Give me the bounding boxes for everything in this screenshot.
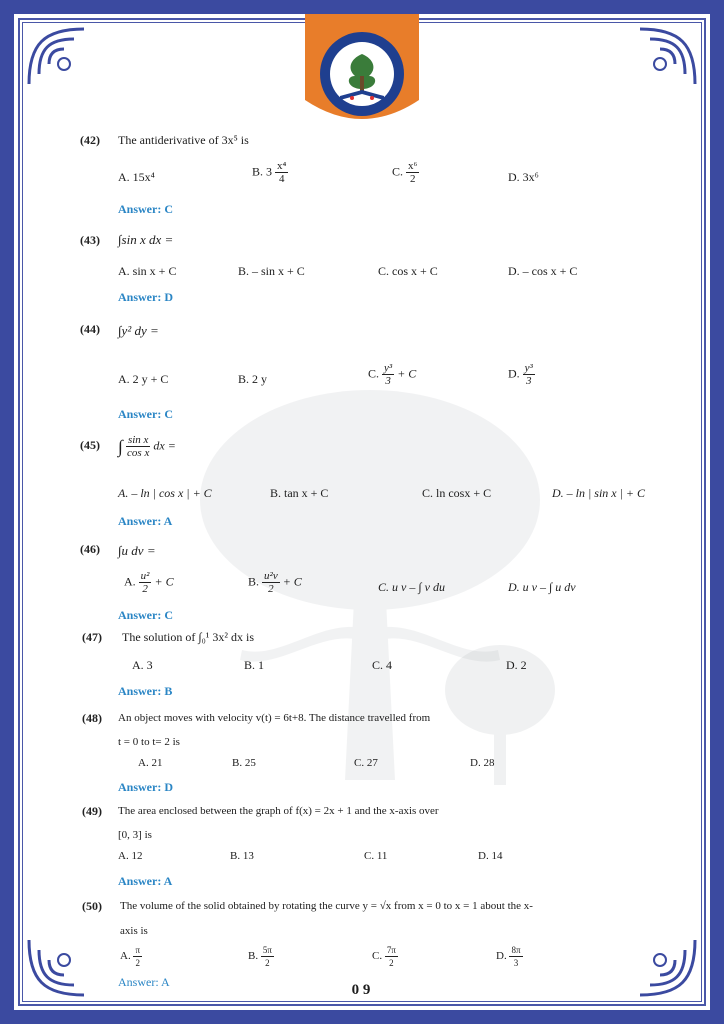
- question-text: The solution of ∫₀¹ 3x² dx is: [122, 630, 254, 644]
- option-a: A. 21: [138, 757, 163, 769]
- fraction: $\frac{8\pi}{3}$: [511, 945, 521, 968]
- question-text: ∫sin x dx =: [118, 232, 174, 247]
- option-a: A. 3: [132, 658, 153, 672]
- option-a: A. 15x⁴: [118, 170, 155, 184]
- option-a: A. 12: [118, 850, 143, 862]
- option-a: A. $\frac{\text{u²}}{2}$ + C: [124, 570, 174, 595]
- option-b: B. 3 $\frac{\text{x⁴}}{4}$: [252, 160, 287, 185]
- option-d: D. 28: [470, 757, 495, 769]
- option-d: D. 3x⁶: [508, 170, 539, 184]
- option-a: A. $\frac{\pi}{2}$: [120, 945, 140, 968]
- option-b: B. 13: [230, 850, 254, 862]
- question-text-line2: t = 0 to t= 2 is: [118, 736, 180, 748]
- option-c: C. 4: [372, 658, 393, 672]
- answer: Answer: B: [118, 684, 173, 698]
- option-c: C. 27: [354, 757, 378, 769]
- option-c: C. ln cosx + C: [422, 486, 492, 500]
- ministry-logo: [305, 14, 419, 134]
- option-c: C. $\frac{\text{x⁶}}{2}$: [392, 160, 418, 185]
- question-text: An object moves with velocity v(t) = 6t+8. The distance travelled from: [118, 712, 431, 724]
- option-a: A. sin x + C: [118, 264, 177, 278]
- question-number: (44): [80, 322, 100, 336]
- option-d: D. 2: [506, 658, 527, 672]
- question-text: The volume of the solid obtained by rotating the curve y = √x from x = 0 to x = 1 about the x-: [120, 900, 533, 912]
- answer: Answer: C: [118, 407, 173, 421]
- option-c: C. $\frac{7\pi}{2}$: [372, 945, 396, 968]
- option-b: B. tan x + C: [270, 486, 329, 500]
- fraction: $\frac{7\pi}{2}$: [386, 945, 396, 968]
- option-d: D. 14: [478, 850, 503, 862]
- question-text-line2: axis is: [120, 925, 148, 937]
- fraction: $\frac{\text{x⁶}}{2}$: [408, 160, 418, 185]
- option-d: D. u v – ∫ u dv: [508, 580, 576, 594]
- fraction: $\frac{\text{y³}}{3}$: [524, 362, 533, 387]
- answer: Answer: A: [118, 514, 173, 528]
- corner-ornament-icon: [630, 24, 700, 94]
- fraction: $\frac{\text{u²}}{2}$: [140, 570, 150, 595]
- question-text: The antiderivative of 3x⁵ is: [118, 133, 249, 147]
- question-number: (47): [82, 630, 102, 644]
- corner-ornament-icon: [24, 24, 94, 94]
- small-tree-watermark-icon: [440, 640, 560, 790]
- fraction: $\frac{\pi}{2}$: [135, 945, 140, 968]
- option-c: C. u v – ∫ v du: [378, 580, 445, 594]
- fraction: $\frac{\text{u²v}}{2}$: [264, 570, 278, 595]
- question-number: (48): [82, 711, 102, 725]
- question-number: (46): [80, 542, 100, 556]
- question-text: ∫u dv =: [118, 543, 156, 558]
- option-b: B. $\frac{\text{u²v}}{2}$ + C: [248, 570, 302, 595]
- question-number: (45): [80, 438, 100, 452]
- integral-sign: ∫: [118, 436, 123, 457]
- option-c: C. $\frac{\text{y³}}{3}$ + C: [368, 362, 417, 387]
- fraction: $\frac{\text{x⁴}}{4}$: [277, 160, 287, 185]
- option-b: B. $\frac{5\pi}{2}$: [248, 945, 272, 968]
- question-number: (50): [82, 899, 102, 913]
- corner-ornament-icon: [630, 930, 700, 1000]
- answer: Answer: A: [118, 874, 173, 888]
- page-number: 0 9: [351, 982, 371, 998]
- question-number: (49): [82, 804, 102, 818]
- option-a: A. 2 y + C: [118, 372, 169, 386]
- answer: Answer: A: [118, 975, 170, 989]
- option-d: D. $\frac{8\pi}{3}$: [496, 945, 521, 968]
- option-c: C. cos x + C: [378, 264, 438, 278]
- option-a: A. – ln | cos x | + C: [118, 486, 212, 500]
- option-d: D. $\frac{\text{y³}}{3}$: [508, 362, 533, 387]
- question-number: (43): [80, 233, 100, 247]
- corner-ornament-icon: [24, 930, 94, 1000]
- answer: Answer: C: [118, 202, 173, 216]
- answer: Answer: D: [118, 780, 173, 794]
- option-b: B. 2 y: [238, 372, 268, 386]
- answer: Answer: C: [118, 608, 173, 622]
- question-text: ∫y² dy =: [118, 323, 159, 338]
- option-b: B. – sin x + C: [238, 264, 305, 278]
- fraction: $\frac{\text{sin x}}{\text{cos x}}$: [127, 434, 150, 459]
- fraction: $\frac{\text{y³}}{3}$: [384, 362, 393, 387]
- option-d: D. – ln | sin x | + C: [552, 486, 646, 500]
- option-d: D. – cos x + C: [508, 264, 578, 278]
- option-b: B. 25: [232, 757, 256, 769]
- option-c: C. 11: [364, 850, 388, 862]
- question-text-line2: [0, 3] is: [118, 829, 152, 841]
- question-number: (42): [80, 133, 100, 147]
- question-text: The area enclosed between the graph of f(x) = 2x + 1 and the x-axis over: [118, 805, 439, 817]
- fraction: $\frac{5\pi}{2}$: [262, 945, 272, 968]
- question-text: ∫ $\frac{\text{sin x}}{\text{cos x}}$ dx =: [118, 434, 176, 459]
- option-b: B. 1: [244, 658, 265, 672]
- answer: Answer: D: [118, 290, 173, 304]
